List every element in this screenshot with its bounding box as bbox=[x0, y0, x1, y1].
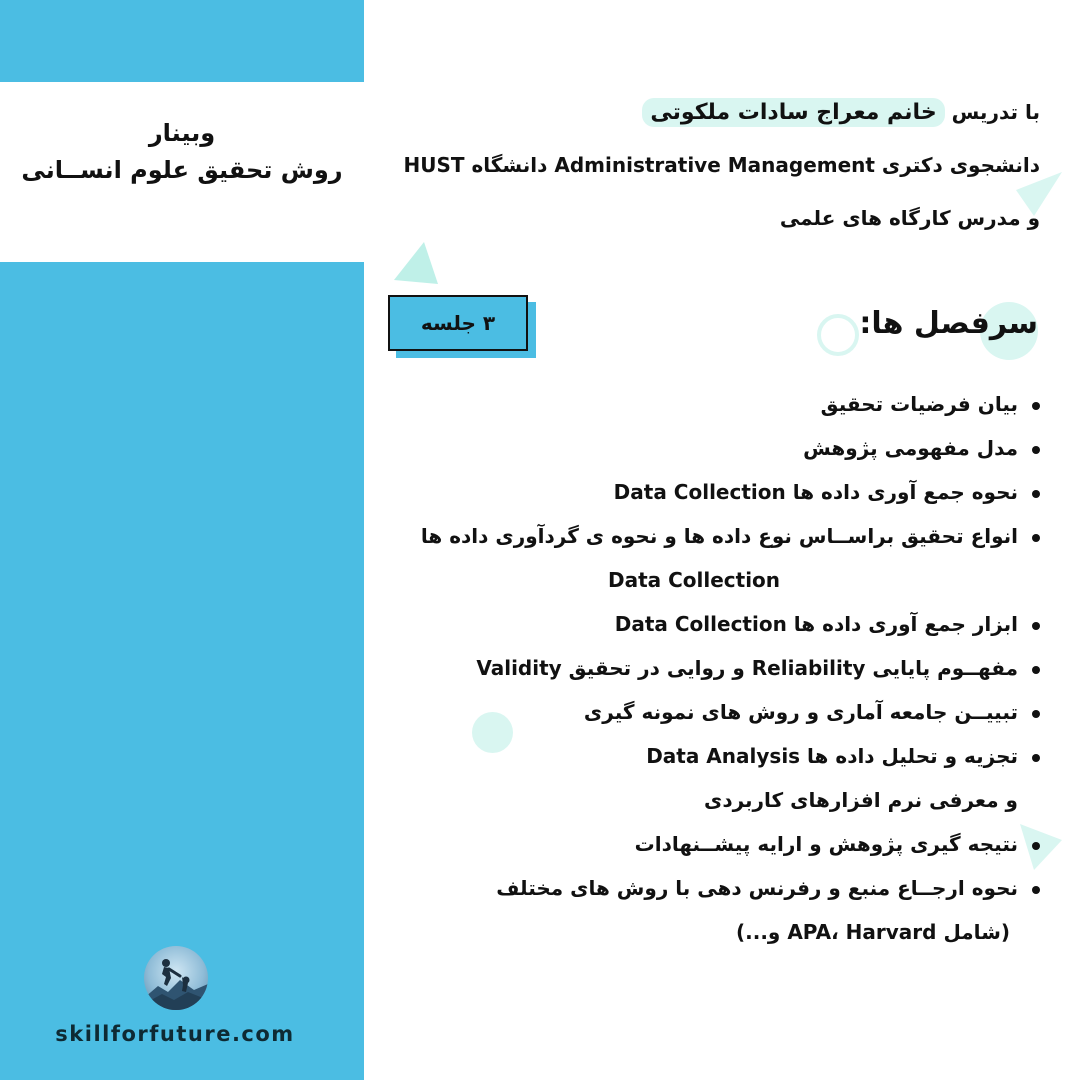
list-item bbox=[378, 866, 1018, 954]
left-top-panel bbox=[0, 0, 364, 82]
decorative-triangle-icon bbox=[392, 240, 440, 286]
instructor-line-1 bbox=[380, 86, 1040, 139]
topic-text: تبییــن جامعه آماری و روش های نمونه گیری bbox=[583, 700, 1018, 724]
instructor-prefix: با تدریس bbox=[951, 100, 1040, 124]
list-item bbox=[378, 734, 1018, 822]
list-item bbox=[378, 382, 1018, 426]
webinar-topic: روش تحقیق علوم انســانی bbox=[21, 156, 343, 185]
webinar-label: وبینار bbox=[148, 119, 216, 147]
topic-text: ابزار جمع آوری داده ها Data Collection bbox=[614, 612, 1018, 636]
outline-heading: سرفصل ها: bbox=[859, 306, 1038, 341]
list-item bbox=[378, 690, 1018, 734]
topic-text-continued: (شامل APA، Harvard و...) bbox=[736, 920, 1010, 944]
topic-text-continued: Data Collection bbox=[607, 568, 781, 592]
topic-text: انواع تحقیق براســاس نوع داده ها و نحوه ی گردآوری داده ها bbox=[420, 524, 1018, 548]
topic-text: بیان فرضیات تحقیق bbox=[820, 392, 1018, 416]
topic-text: نتیجه گیری پژوهش و ارایه پیشــنهادات bbox=[634, 832, 1018, 856]
decorative-ring-icon bbox=[817, 314, 859, 356]
decorative-triangle-icon bbox=[1016, 820, 1064, 872]
topic-text: نحوه ارجــاع منبع و رفرنس دهی با روش های مختلف bbox=[496, 876, 1018, 900]
list-item bbox=[378, 470, 1018, 514]
list-item bbox=[378, 514, 1018, 602]
outline-list bbox=[378, 382, 1018, 954]
instructor-name: خانم معراج سادات ملکوتی bbox=[642, 98, 944, 127]
list-item bbox=[378, 426, 1018, 470]
topic-text: نحوه جمع آوری داده ها Data Collection bbox=[613, 480, 1018, 504]
list-item bbox=[378, 822, 1018, 866]
website-url: skillforfuture.com bbox=[55, 1022, 295, 1046]
session-count-badge: ۳ جلسه bbox=[388, 295, 528, 351]
instructor-role: و مدرس کارگاه های علمی bbox=[779, 206, 1040, 230]
topic-text: تجزیه و تحلیل داده ها Data Analysis bbox=[646, 744, 1018, 768]
list-item bbox=[378, 646, 1018, 690]
topic-text: مدل مفهومی پژوهش bbox=[803, 436, 1018, 460]
list-item bbox=[378, 602, 1018, 646]
webinar-title bbox=[0, 115, 364, 189]
topic-text-continued: و معرفی نرم افزارهای کاربردی bbox=[703, 788, 1018, 812]
climbers-helping-logo-icon bbox=[144, 946, 208, 1010]
topic-text: مفهــوم پایایی Reliability و روایی در تحقیق Validity bbox=[476, 656, 1018, 680]
instructor-degree: دانشجوی دکتری Administrative Management دانشگاه HUST bbox=[403, 153, 1040, 177]
instructor-info bbox=[380, 86, 1040, 245]
